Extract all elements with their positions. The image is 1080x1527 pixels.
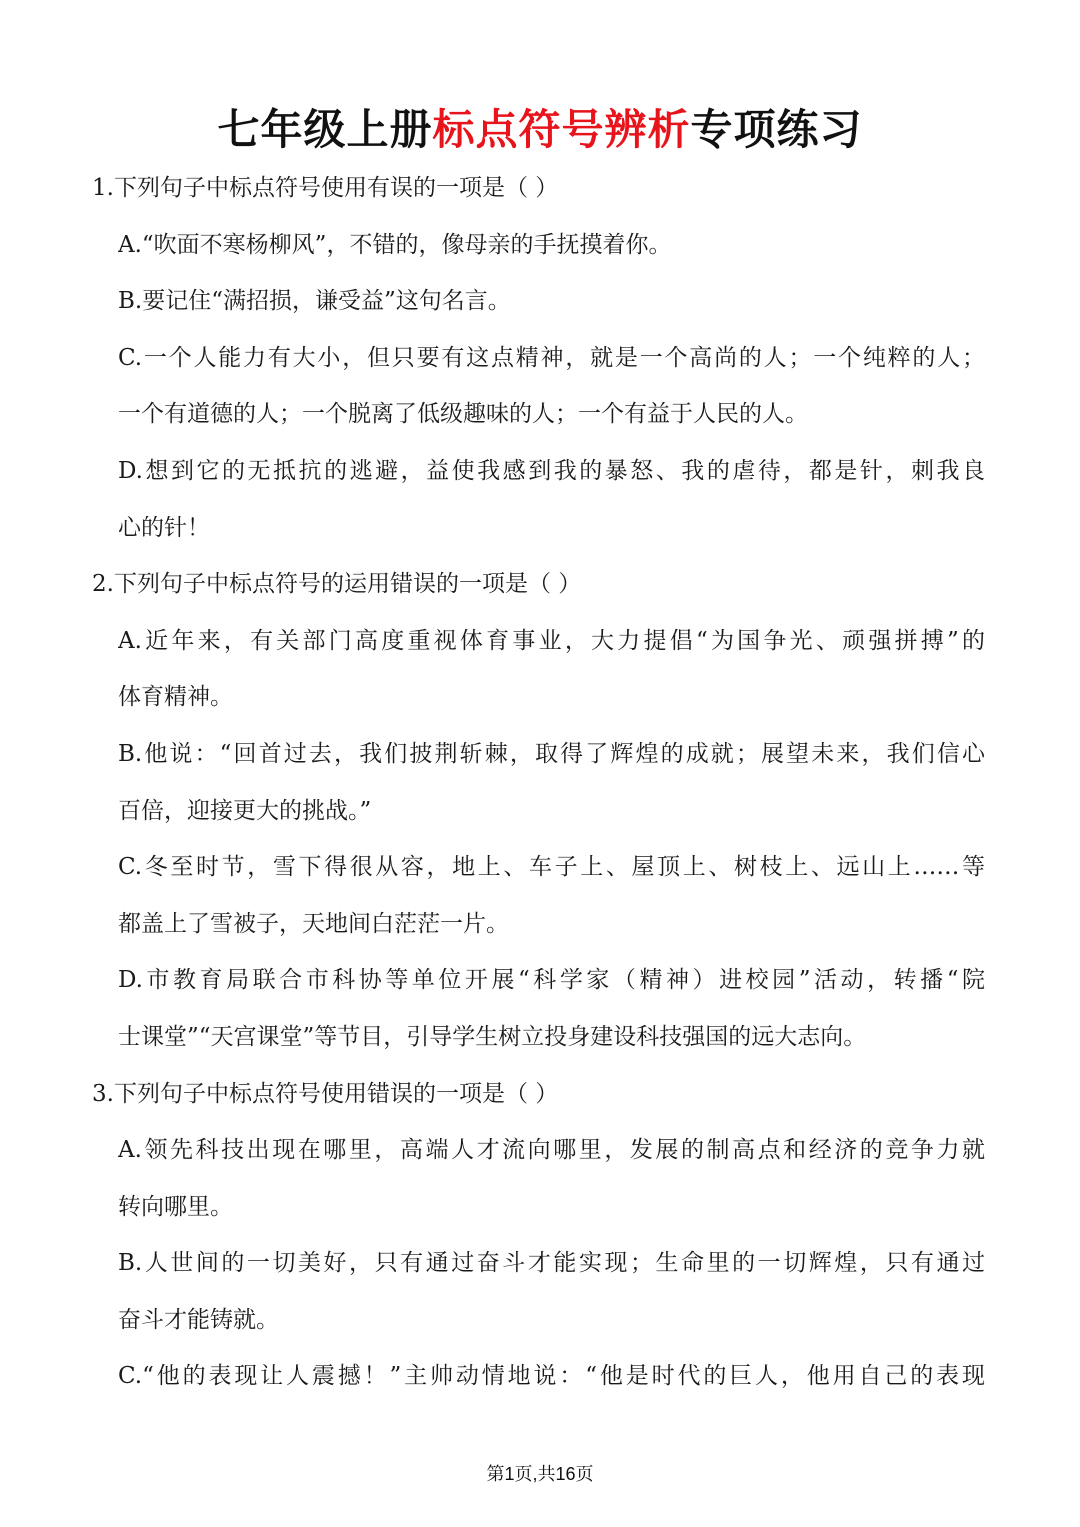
page-title xyxy=(0,100,1080,160)
option-C xyxy=(0,330,1080,443)
option-line: A.“吹面不寒杨柳风”，不错的，像母亲的手抚摸着你。 xyxy=(118,231,672,258)
option-A xyxy=(0,1122,1080,1235)
question-list xyxy=(0,160,1080,1405)
option-A xyxy=(0,217,1080,274)
option-line: A.领先科技出现在哪里，高端人才流向哪里，发展的制高点和经济的竞争力就 xyxy=(118,1137,985,1164)
option-line: B.要记住“满招损，谦受益”这句名言。 xyxy=(118,288,511,315)
option-line: C.冬至时节，雪下得很从容，地上、车子上、屋顶上、树枝上、远山上……等 xyxy=(118,854,985,881)
option-D xyxy=(0,952,1080,1065)
question-stem: 3.下列句子中标点符号使用错误的一项是（ ） xyxy=(92,1080,559,1107)
option-line: C.“他的表现让人震撼！”主帅动情地说：“他是时代的巨人，他用自己的表现 xyxy=(118,1363,985,1390)
option-D xyxy=(0,443,1080,556)
option-line: D.想到它的无抵抗的逃避，益使我感到我的暴怒、我的虐待，都是针，刺我良 xyxy=(118,457,985,484)
option-line: 士课堂”“天宫课堂”等节目，引导学生树立投身建设科技强国的远大志向。 xyxy=(118,1023,867,1050)
option-B xyxy=(0,1235,1080,1348)
title-highlight: 标点符号辨析 xyxy=(432,105,691,154)
option-line: 一个有道德的人；一个脱离了低级趣味的人；一个有益于人民的人。 xyxy=(118,401,808,428)
option-line: B.他说：“回首过去，我们披荆斩棘，取得了辉煌的成就；展望未来，我们信心 xyxy=(118,740,985,767)
option-line: A.近年来，有关部门高度重视体育事业，大力提倡“为国争光、顽强拼搏”的 xyxy=(118,627,985,654)
option-C xyxy=(0,1348,1080,1405)
title-part-1: 七年级上册 xyxy=(217,105,433,154)
page-number: 第1页,共16页 xyxy=(486,1464,594,1484)
option-line: 百倍，迎接更大的挑战。” xyxy=(118,797,372,824)
option-line: 心的针！ xyxy=(118,514,210,541)
option-line: D.市教育局联合市科协等单位开展“科学家（精神）进校园”活动，转播“院 xyxy=(118,967,985,994)
option-C xyxy=(0,839,1080,952)
option-line: 都盖上了雪被子，天地间白茫茫一片。 xyxy=(118,910,509,937)
option-line: 奋斗才能铸就。 xyxy=(118,1306,279,1333)
option-line: 转向哪里。 xyxy=(118,1193,233,1220)
option-B xyxy=(0,726,1080,839)
option-A xyxy=(0,613,1080,726)
question-2 xyxy=(0,556,1080,1065)
question-stem: 1.下列句子中标点符号使用有误的一项是（ ） xyxy=(92,175,559,201)
option-B xyxy=(0,273,1080,330)
option-line: 体育精神。 xyxy=(118,684,233,711)
question-1 xyxy=(0,160,1080,556)
question-3 xyxy=(0,1066,1080,1406)
option-line: B.人世间的一切美好，只有通过奋斗才能实现；生命里的一切辉煌，只有通过 xyxy=(118,1250,985,1277)
option-line: C.一个人能力有大小，但只要有这点精神，就是一个高尚的人；一个纯粹的人； xyxy=(118,344,985,371)
title-part-3: 专项练习 xyxy=(690,105,863,154)
question-stem: 2.下列句子中标点符号的运用错误的一项是（ ） xyxy=(92,571,582,598)
